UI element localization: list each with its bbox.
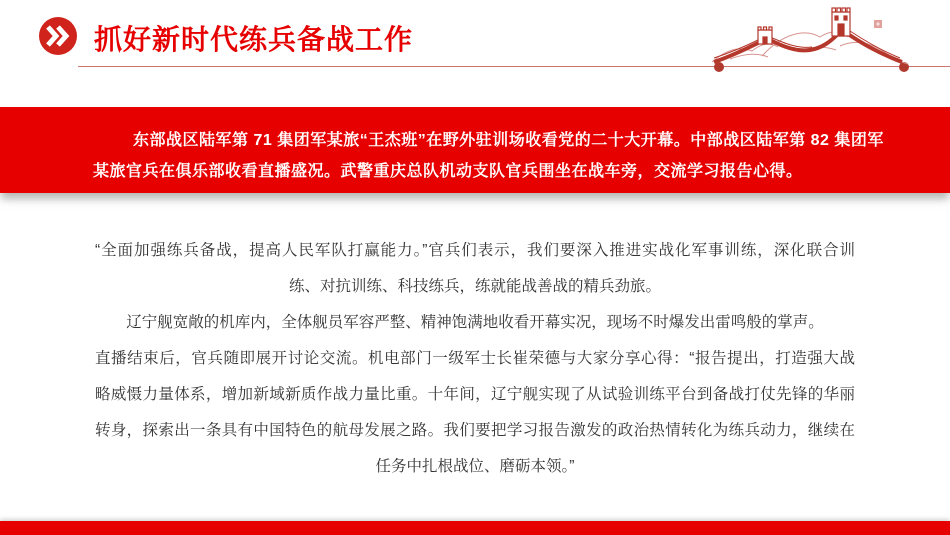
- body-line: 练、对抗训练、科技练兵，练就能战善战的精兵劲旅。: [288, 278, 661, 295]
- body-line: 辽宁舰宽敞的机库内，全体舰员军容严整、精神饱满地收看开幕实况，现场不时爆发出雷鸣般的掌声。: [126, 314, 824, 331]
- body-line: “全面加强练兵备战，提高人民军队打赢能力。”官兵们表示，我们要深入推进实战化军事训练，深化联合训: [95, 242, 855, 259]
- double-chevron-right-icon: [39, 17, 77, 55]
- body-line: 任务中扎根战位、磨砺本领。”: [375, 458, 575, 475]
- body-line: 直播结束后，官兵随即展开讨论交流。机电部门一级军士长崔荣德与大家分享心得：“报告提出，打造强大战: [95, 350, 855, 367]
- banner-text-line: 东部战区陆军第 71 集团军某旅“王杰班”在野外驻训场收看党的二十大开幕。中部战区陆军第 82 集团军: [133, 132, 884, 149]
- body-text-block: [95, 233, 855, 485]
- body-line: 略威慑力量体系，增加新域新质作战力量比重。十年间，辽宁舰实现了从试验训练平台到备战打仗先锋的华丽: [95, 386, 855, 403]
- highlight-banner: [0, 107, 950, 193]
- banner-text-line: 某旅官兵在俱乐部收看直播盛况。武警重庆总队机动支队官兵围坐在战车旁，交流学习报告心得。: [93, 163, 803, 180]
- body-line: 转身，探索出一条具有中国特色的航母发展之路。我们要把学习报告激发的政治热情转化为练兵动力，继续在: [95, 422, 855, 439]
- header-divider-line: [78, 66, 950, 67]
- page-title: 抓好新时代练兵备战工作: [94, 24, 414, 55]
- great-wall-illustration-icon: [712, 4, 908, 66]
- footer-bar: [0, 521, 950, 535]
- double-chevron-glyph: [45, 24, 71, 48]
